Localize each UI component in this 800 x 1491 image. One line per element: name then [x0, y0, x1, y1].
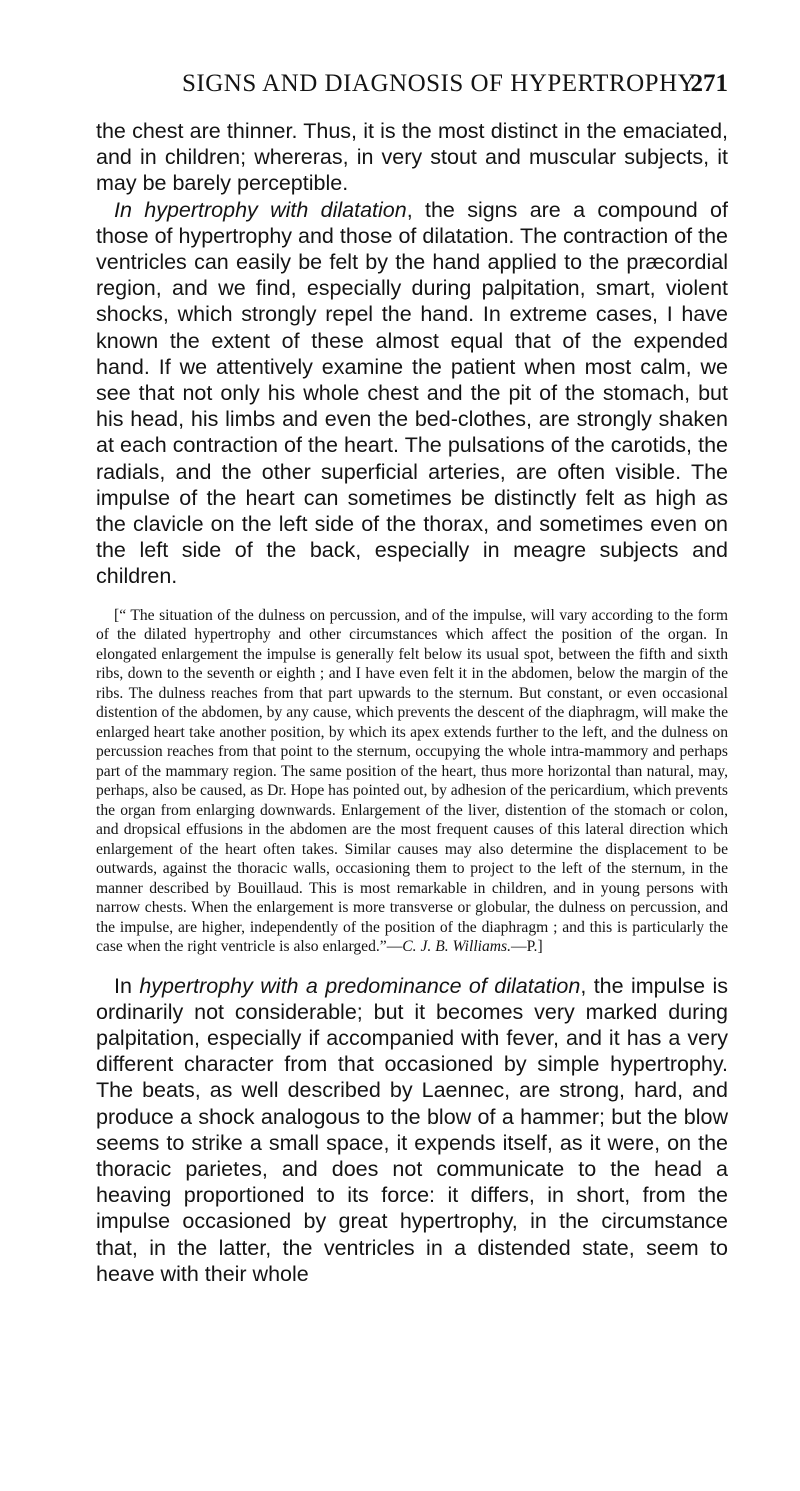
italic-phrase: hypertrophy with a predominance of dilatation	[139, 973, 581, 998]
editor-note	[96, 606, 728, 957]
running-title: SIGNS AND DIAGNOSIS OF HYPERTROPHY.	[182, 70, 700, 97]
paragraph-continuation: the chest are thinner. Thus, it is the most distinct in the emaciated, and in children; whereras, in very stout and muscular subjects, it may be barely perceptible.	[96, 119, 728, 196]
paragraph-text: , the impulse is ordinarily not considerable; but it becomes very marked during palpitation, especially if accompanied with fever, and it has a very different character from that occasioned by simple hypertrophy. The beats, as well described by Laennec, are strong, hard, and produce a shock analogous to the blow of a hammer; but the blow seems to strike a small space, it expends itself, as it were, on the thoracic parietes, and does not communicate to the head a heaving proportioned to its force: it differs, in short, from the impulse occasioned by great hypertrophy, in the circumstance that, in the latter, the ventricles in a distended state, seem to heave with their whole	[96, 973, 729, 1286]
running-header	[96, 70, 728, 110]
page-number: 271	[690, 70, 728, 97]
paragraph-text: , the signs are a compound of those of hypertrophy and those of dilatation. The contraction of the ventricles can easily be felt by the hand applied to the præcordial region, and we find, especially during palpitation, smart, violent shocks, which strongly repel the hand. In extreme cases, I have known the extent of these almost equal that of the expended hand. If we attentively examine the patient when most calm, we see that not only his whole chest and the pit of the stomach, but his head, his limbs and even the bed-clothes, are strongly shaken at each contraction of the heart. The pulsations of the carotids, the radials, and the other superficial arteries, are often visible. The impulse of the heart can sometimes be distinctly felt as high as the clavicle on the left side of the thorax, and sometimes even on the left side of the back, especially in meagre subjects and children.	[96, 197, 728, 589]
note-signature	[387, 938, 543, 955]
paragraph-lead: In	[114, 973, 140, 998]
paragraph-predominance-of-dilatation	[96, 973, 728, 1287]
book-page	[0, 70, 800, 1491]
italic-phrase: In hypertrophy with dilatation	[114, 197, 407, 222]
note-end: —P.]	[511, 938, 543, 956]
note-dash: —	[386, 938, 403, 956]
note-text: [“ The situation of the dulness on percussion, and of the impulse, will vary according to the form of the dilated hypertrophy and other circumstances which affect the position of the organ. In elongated enlargement the impulse is generally felt below its usual spot, between the fifth and sixth ribs, down to the seventh or eighth ; and I have even felt it in the abdomen, below the margin of the ribs. The dulness reaches from that part upwards to the sternum. But constant, or even occasional distention of the abdomen, by any cause, which prevents the descent of the diaphragm, will make the enlarged heart take another position, by which its apex extends further to the left, and the dulness on percussion reaches from that point to the sternum, occupying the whole intra-mammory and perhaps part of the mammary region. The same position of the heart, thus more horizontal than natural, may, perhaps, also be caused, as Dr. Hope has pointed out, by adhesion of the pericardium, which prevents the organ from enlarging downwards. Enlargement of the liver, distention of the stomach or colon, and dropsical effusions in the abdomen are the most frequent causes of this lateral direction which enlargement of the heart often takes. Similar causes may also determine the displacement to be outwards, against the thoracic walls, occasioning them to project to the left of the sternum, in the manner described by Bouillaud. This is most remarkable in children, and in young persons with narrow chests. When the enlargement is more transverse or globular, the dulness on percussion, and the impulse, are higher, independently of the position of the diaphragm ; and this is particularly the case when the right ventricle is also enlarged.”	[96, 606, 728, 956]
paragraph-hypertrophy-with-dilatation	[96, 197, 728, 590]
note-author: C. J. B. Williams.	[402, 938, 512, 956]
